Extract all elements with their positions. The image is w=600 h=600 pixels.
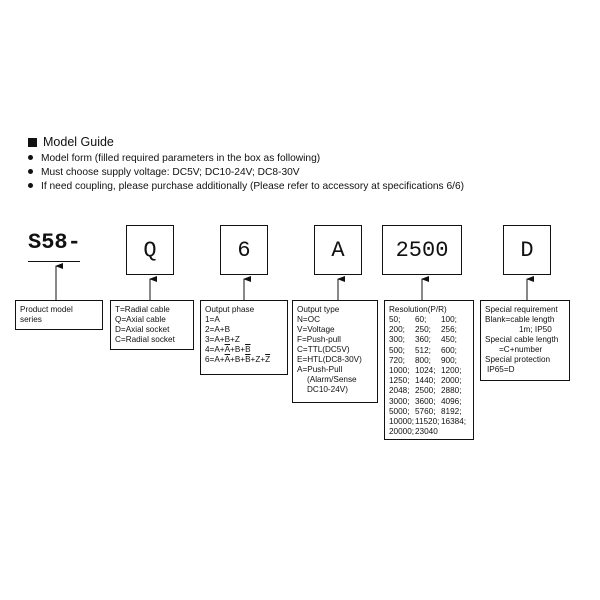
resolution-value: 1000;: [389, 366, 410, 376]
resolution-value: 11520;: [415, 417, 440, 427]
resolution-value: 2000;: [441, 376, 462, 386]
model-prefix: S58-: [28, 230, 81, 255]
model-guide-title: Model Guide: [28, 135, 114, 149]
resolution-value: 200;: [389, 325, 405, 335]
resolution-value: 512;: [415, 345, 431, 355]
phase-line-4: $4=A+\overline{A}+B+\overline{B}$: [205, 345, 251, 354]
resolution-value: 5760;: [415, 406, 436, 416]
resolution-value: 8192;: [441, 406, 462, 416]
desc-special: Special requirement Blank=cable length 1m; IP50 Special cable length =C+number Special protection IP65=D: [480, 300, 570, 381]
resolution-value: 720;: [389, 355, 405, 365]
resolution-value: 23040: [415, 427, 438, 437]
resolution-value: 600;: [441, 345, 457, 355]
desc-product: Product model series: [15, 300, 103, 330]
desc-cable: T=Radial cable Q=Axial cable D=Axial socket C=Radial socket: [110, 300, 194, 350]
guide-bullet: Must choose supply voltage: DC5V; DC10-24V; DC8-30V: [28, 166, 464, 180]
code-box-cable: Q: [126, 225, 174, 275]
resolution-value: 900;: [441, 355, 457, 365]
code-box-phase: 6: [220, 225, 268, 275]
resolution-value: 1250;: [389, 376, 410, 386]
code-box-output: A: [314, 225, 362, 275]
guide-bullet: If need coupling, please purchase additionally (Please refer to accessory at specifications 6/6): [28, 180, 464, 194]
resolution-value: 4096;: [441, 396, 462, 406]
desc-phase: Output phase 1=A 2=A+B 3=A+B+Z $4=A+\overline{A}+B+\overline{B}$ $6=A+\overline{A}+B+\overline{B}+Z+\overline{Z}$: [200, 300, 288, 375]
desc-output-type: Output type N=OC V=Voltage F=Push-pull C=TTL(DC5V) E=HTL(DC8-30V) A=Push-Pull (Alarm/Sense DC10-24V): [292, 300, 378, 403]
phase-line-6: $6=A+\overline{A}+B+\overline{B}+Z+\overline{Z}$: [205, 355, 271, 364]
resolution-value: 10000;: [389, 417, 415, 427]
resolution-value: 50;: [389, 315, 401, 324]
resolution-value: 100;: [441, 315, 457, 324]
guide-bullet: Model form (filled required parameters in the box as following): [28, 152, 464, 166]
resolution-value: [441, 427, 471, 437]
desc-resolution: Resolution(P/R) 50; 60; 100; 200; 250; 256; 300; 360; 450; 500; 512; 600; 720; 800; 900; 1000; 1024; 1200; 1250; 1440; 2000; 2048; 2500; 2880; 3000; 3600; 4096; 5000; 5760; 8192; 10000; 11520; 16384; 20000; 23040: [384, 300, 474, 440]
resolution-value: 300;: [389, 335, 405, 345]
resolution-value: 1024;: [415, 366, 436, 376]
resolution-value: 1200;: [441, 366, 462, 376]
code-box-resolution: 2500: [382, 225, 462, 275]
resolution-value: 800;: [415, 355, 431, 365]
resolution-value: 2880;: [441, 386, 462, 396]
resolution-value: 20000;: [389, 427, 415, 437]
resolution-value: 250;: [415, 325, 431, 335]
resolution-value: 500;: [389, 345, 405, 355]
resolution-value: 5000;: [389, 406, 410, 416]
resolution-value: 450;: [441, 335, 457, 345]
resolution-value: 3000;: [389, 396, 410, 406]
resolution-grid: [389, 315, 473, 437]
resolution-value: 360;: [415, 335, 431, 345]
resolution-value: 2500;: [415, 386, 436, 396]
resolution-value: 16384;: [441, 417, 467, 427]
resolution-value: 256;: [441, 325, 457, 335]
resolution-value: 2048;: [389, 386, 410, 396]
code-box-special: D: [503, 225, 551, 275]
resolution-value: 60;: [415, 315, 427, 324]
resolution-value: 3600;: [415, 396, 436, 406]
resolution-value: 1440;: [415, 376, 436, 386]
